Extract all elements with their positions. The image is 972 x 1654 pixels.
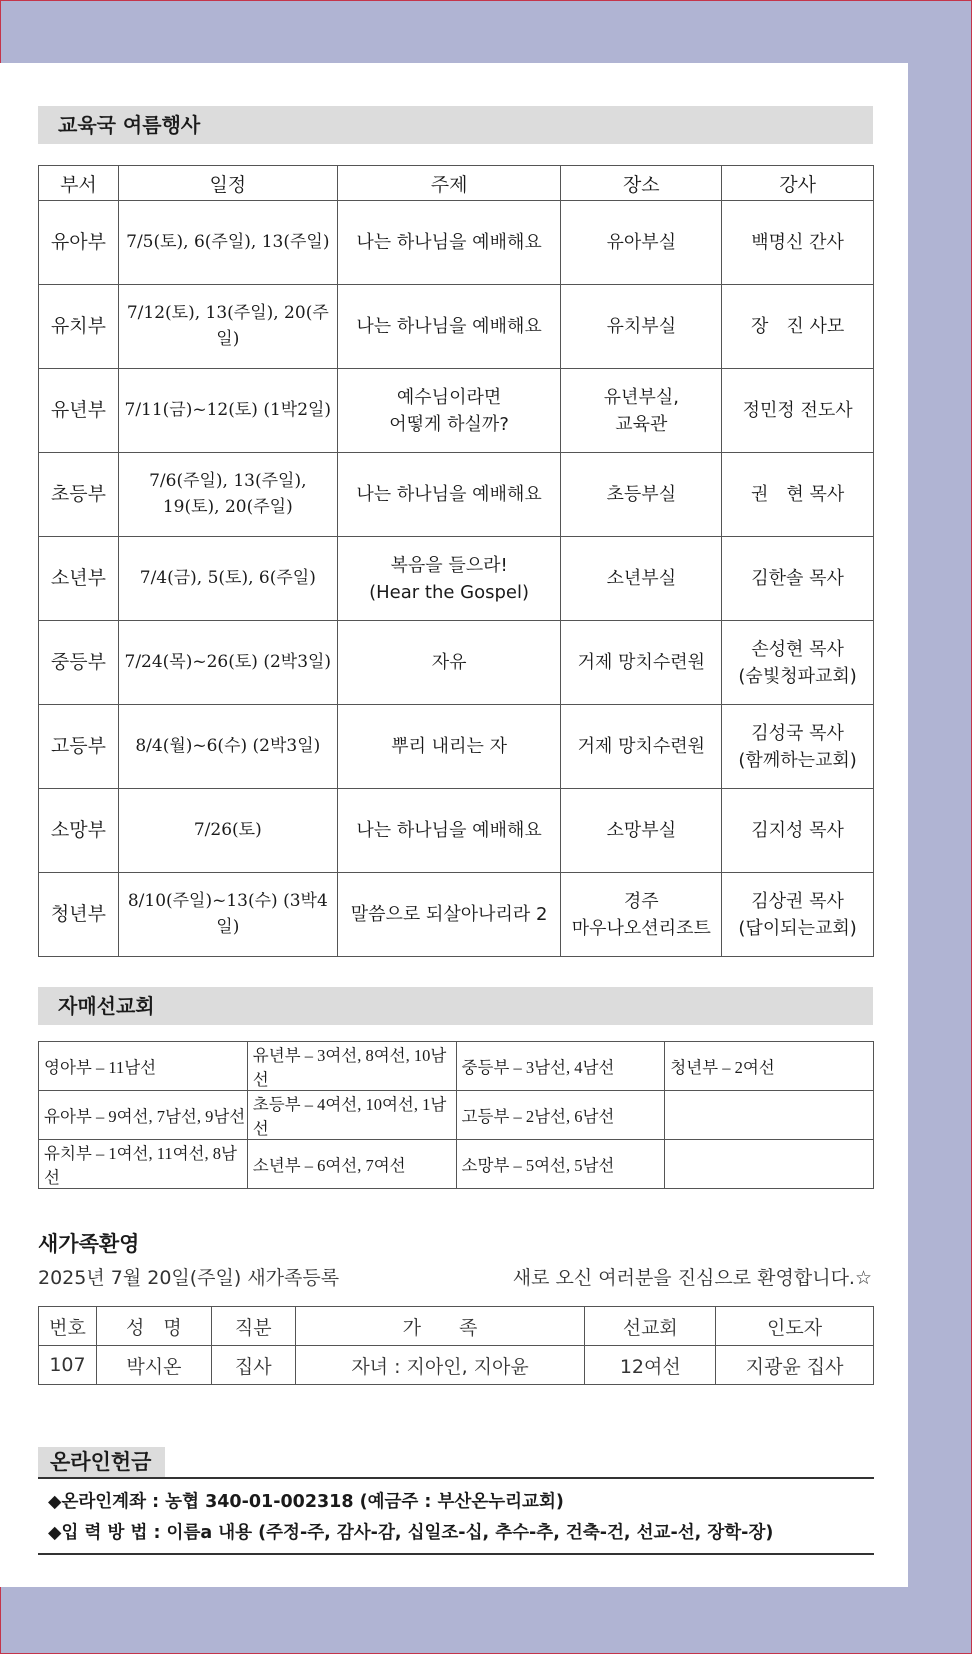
cell-line: 7/6(주일), 13(주일), [149,471,307,491]
cell-line: 교육관 [615,413,668,435]
table-row [39,1140,874,1189]
cell-line: 경주 [623,890,659,912]
cell-line: 말씀으로 되살아나리라 2 [350,904,548,925]
education-table [38,165,874,957]
nf-no: 107 [39,1346,97,1385]
education-speaker-cell [722,201,874,285]
cell-line: 유치부실 [606,316,677,337]
cell-line: 7/24(목)~26(토) (2박3일) [124,651,332,672]
education-schedule-cell [118,621,337,705]
education-dept-cell [39,285,119,369]
education-place-cell [561,537,722,621]
cell-line: 청년부 [50,903,106,926]
education-title: 교육국 여름행사 [38,106,873,144]
cell-line: 초등부 [50,483,106,506]
cell-line: 7/12(토), 13(주일), 20(주일) [126,303,329,349]
cell-line: 소망부 [50,819,106,842]
cell-line: 유년부 [50,399,106,422]
cell-line: 김지성 목사 [751,820,844,841]
education-theme-cell [337,285,561,369]
table-row [39,1091,874,1140]
education-place-cell [561,285,722,369]
nf-header-family: 가 족 [295,1307,585,1346]
table-row [39,705,874,789]
online-bottom-rule [38,1553,874,1555]
education-body [39,201,874,957]
cell-line: 거제 망치수련원 [577,736,706,757]
education-theme-cell [337,705,561,789]
registration-date: 2025년 7월 20일(주일) 새가족등록 [38,1267,340,1289]
table-row [39,537,874,621]
sister-cell [665,1091,874,1140]
cell-line: 나는 하나님을 예배해요 [356,232,542,253]
cell-line: 백명신 간사 [751,232,844,253]
cell-line: (답이되는교회) [738,917,857,939]
welcome-message: 새로 오신 여러분을 진심으로 환영합니다.☆ [512,1267,872,1289]
education-theme-cell [337,537,561,621]
education-speaker-cell [722,285,874,369]
header-place: 장소 [561,166,722,201]
sister-cell [665,1140,874,1189]
cell-line: 자유 [431,652,467,673]
cell-line: 마우나오션리조트 [571,917,711,939]
education-schedule-cell [118,285,337,369]
cell-line: (Hear the Gospel) [369,581,530,603]
education-schedule-cell [118,201,337,285]
education-dept-cell [39,789,119,873]
education-header-row [39,166,874,201]
cell-line: 7/4(금), 5(토), 6(주일) [139,567,316,588]
education-theme-cell [337,873,561,957]
cell-line: 장 진 사모 [750,316,845,337]
sister-cell: 유치부 – 1여선, 11여선, 8남선 [39,1140,248,1189]
sister-cell: 유아부 – 9여선, 7남선, 9남선 [39,1091,248,1140]
education-theme-cell [337,201,561,285]
education-schedule-cell [118,789,337,873]
header-dept: 부서 [39,166,119,201]
education-dept-cell [39,621,119,705]
nf-header-name: 성 명 [96,1307,211,1346]
education-schedule-cell [118,369,337,453]
table-row [39,1042,874,1091]
cell-line: 나는 하나님을 예배해요 [356,820,542,841]
education-speaker-cell [722,789,874,873]
education-place-cell [561,453,722,537]
online-top-rule [38,1477,874,1479]
table-row [39,453,874,537]
table-row [39,1346,874,1385]
cell-line: (숨빛청파교회) [738,665,857,687]
education-place-cell [561,369,722,453]
cell-line: 초등부실 [606,484,677,505]
education-dept-cell [39,369,119,453]
table-row [39,621,874,705]
cell-line: 소망부실 [606,820,677,841]
cell-line: 권 현 목사 [750,484,845,505]
cell-line: 뿌리 내리는 자 [391,736,507,757]
cell-line: 소년부 [50,567,106,590]
sister-cell: 유년부 – 3여선, 8여선, 10남선 [247,1042,456,1091]
education-speaker-cell [722,873,874,957]
education-speaker-cell [722,453,874,537]
education-dept-cell [39,453,119,537]
sister-cell: 소망부 – 5여선, 5남선 [456,1140,665,1189]
education-place-cell [561,201,722,285]
online-method: ◆입 력 방 법 : 이름a 내용 (주정-주, 감사-감, 십일조-십, 추수-추, 건축-건, 선교-선, 장학-장) [48,1523,774,1543]
table-row [39,285,874,369]
cell-line: 손성현 목사 [751,638,844,660]
sister-table [38,1041,874,1189]
education-place-cell [561,873,722,957]
education-place-cell [561,789,722,873]
header-schedule: 일정 [118,166,337,201]
table-row [39,789,874,873]
nf-mission: 12여선 [585,1346,716,1385]
sister-title: 자매선교회 [38,987,873,1025]
nf-name: 박시온 [96,1346,211,1385]
education-place-cell [561,621,722,705]
header-theme: 주제 [337,166,561,201]
education-dept-cell [39,537,119,621]
education-schedule-cell [118,873,337,957]
education-speaker-cell [722,621,874,705]
education-dept-cell [39,873,119,957]
cell-line: 복음을 들으라! [390,554,508,576]
education-place-cell [561,705,722,789]
education-schedule-cell [118,453,337,537]
table-row [39,369,874,453]
education-dept-cell [39,705,119,789]
cell-line: 7/11(금)~12(토) (1박2일) [124,399,332,420]
sister-cell: 청년부 – 2여선 [665,1042,874,1091]
cell-line: 고등부 [50,735,106,758]
sister-cell: 고등부 – 2남선, 6남선 [456,1091,665,1140]
education-theme-cell [337,453,561,537]
cell-line: 김상권 목사 [751,890,844,912]
cell-line: 나는 하나님을 예배해요 [356,484,542,505]
sister-cell: 중등부 – 3남선, 4남선 [456,1042,665,1091]
cell-line: 유년부실, [603,386,679,408]
education-schedule-cell [118,705,337,789]
education-schedule-cell [118,537,337,621]
cell-line: 19(토), 20(주일) [162,496,293,517]
cell-line: 거제 망치수련원 [577,652,706,673]
cell-line: 7/26(토) [193,819,262,840]
education-speaker-cell [722,537,874,621]
sister-body [39,1042,874,1189]
cell-line: 김한솔 목사 [751,568,844,589]
education-theme-cell [337,789,561,873]
cell-line: (함께하는교회) [738,749,857,771]
cell-line: 어떻게 하실까? [389,413,509,435]
cell-line: 나는 하나님을 예배해요 [356,316,542,337]
nf-header-guide: 인도자 [716,1307,874,1346]
cell-line: 유치부 [50,315,106,338]
sister-cell: 소년부 – 6여선, 7여선 [247,1140,456,1189]
online-title: 온라인헌금 [38,1447,165,1477]
cell-line: 유아부실 [606,232,677,253]
online-account: ◆온라인계좌 : 농협 340-01-002318 (예금주 : 부산온누리교회) [48,1492,564,1512]
nf-header-no: 번호 [39,1307,97,1346]
nf-header-mission: 선교회 [585,1307,716,1346]
cell-line: 8/10(주일)~13(수) (3박4일) [127,891,328,937]
newfamily-header-row [39,1307,874,1346]
nf-header-title: 직분 [211,1307,295,1346]
nf-title: 집사 [211,1346,295,1385]
table-row [39,201,874,285]
nf-guide: 지광윤 집사 [716,1346,874,1385]
education-speaker-cell [722,369,874,453]
newfamily-title: 새가족환영 [38,1232,140,1256]
education-dept-cell [39,201,119,285]
newfamily-table [38,1306,874,1385]
education-speaker-cell [722,705,874,789]
nf-family: 자녀 : 지아인, 지아윤 [295,1346,585,1385]
table-row [39,873,874,957]
cell-line: 중등부 [50,651,106,674]
cell-line: 김성국 목사 [751,722,844,744]
education-theme-cell [337,369,561,453]
header-speaker: 강사 [722,166,874,201]
cell-line: 소년부실 [606,568,677,589]
cell-line: 예수님이라면 [396,386,502,408]
sister-cell: 초등부 – 4여선, 10여선, 1남선 [247,1091,456,1140]
cell-line: 7/5(토), 6(주일), 13(주일) [126,231,330,252]
cell-line: 유아부 [50,231,106,254]
sister-cell: 영아부 – 11남선 [39,1042,248,1091]
cell-line: 정민정 전도사 [742,400,853,421]
education-theme-cell [337,621,561,705]
cell-line: 8/4(월)~6(수) (2박3일) [135,735,321,756]
